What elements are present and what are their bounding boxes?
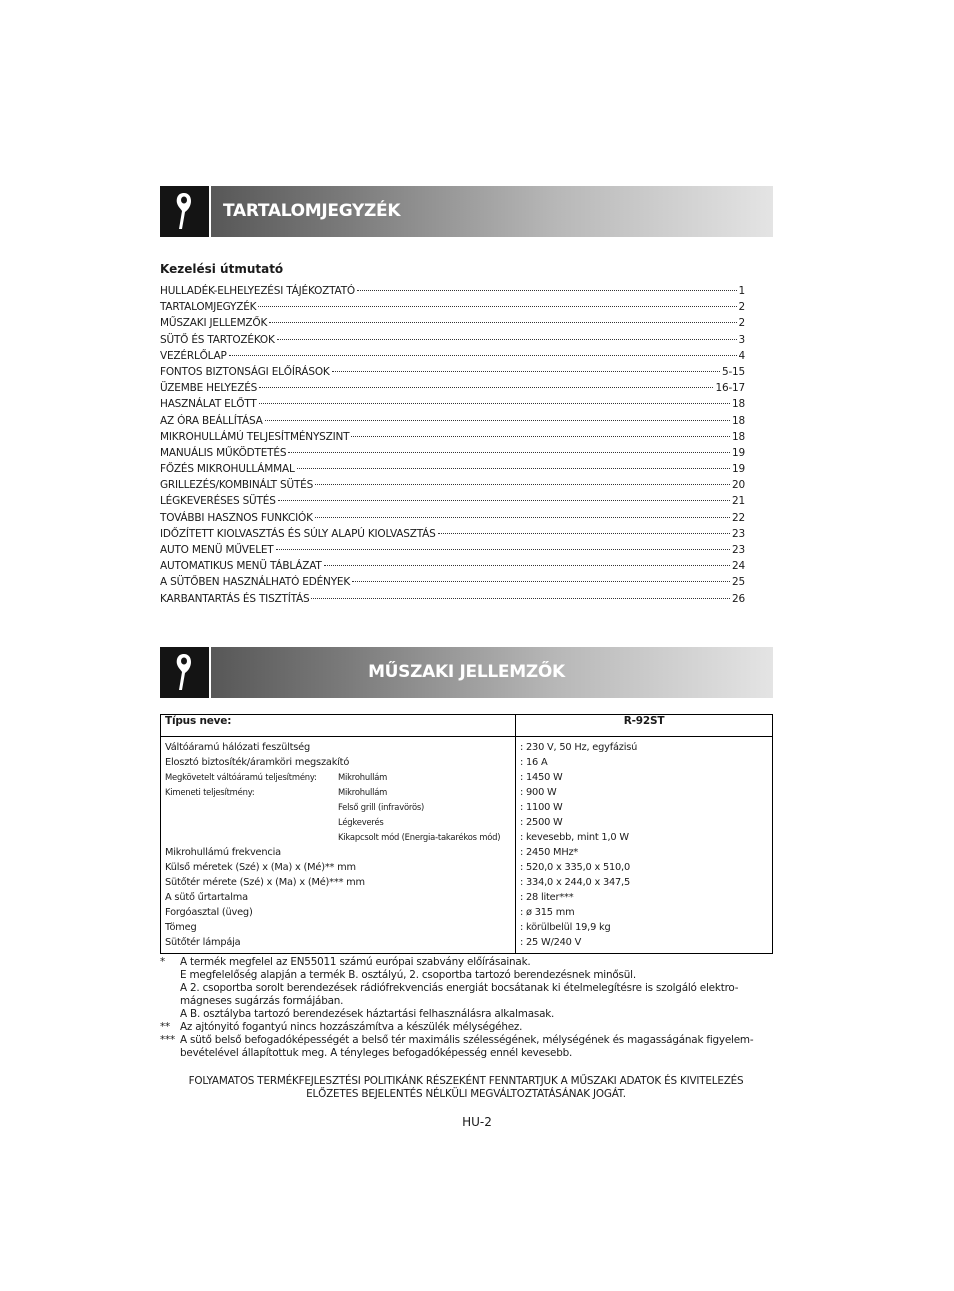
toc-leader [315,484,730,485]
specs-table [160,714,773,954]
spec-sublabel: Kikapcsolt mód (Energia-takarékos mód) [338,832,501,842]
footnote-line: A termék megfelel az EN55011 számú európai szabvány előírásainak. [180,956,531,968]
spec-row-label [165,935,515,950]
toc-entry-label: AUTOMATIKUS MENÜ TÁBLÁZAT [160,560,322,573]
toc-entry [160,382,745,398]
spec-value: : 16 A [520,757,548,768]
spec-value: : 520,0 x 335,0 x 510,0 [520,862,631,873]
footnote-mark: ** [160,1021,170,1033]
spec-label: A sütő űrtartalma [165,892,248,903]
spec-label: Tömeg [165,922,197,933]
toc-entry-page: 24 [732,560,745,573]
toc-entry [160,366,745,382]
spec-values [516,737,773,954]
toc-entry-page: 23 [732,544,745,556]
toc-entry-page: 19 [732,463,745,476]
toc-entry [160,301,745,317]
toc-leader [357,290,737,291]
spec-row-label [165,920,515,935]
toc-entry-page: 2 [738,301,745,314]
spec-value: : 28 liter*** [520,892,574,903]
spec-label: Váltóáramú hálózati feszültség [165,742,311,753]
toc-leader [288,452,730,453]
toc-entry [160,479,745,495]
spec-row-label [165,890,515,905]
toc-entry-label: FŐZÉS MIKROHULLÁMMAL [160,463,295,476]
toc-entry [160,512,745,528]
footnote-line: A B. osztályba tartozó berendezések háztartási felhasználásra alkalmasak. [180,1008,555,1020]
spec-value: : 334,0 x 244,0 x 347,5 [520,877,631,888]
spec-value: : ø 315 mm [520,907,575,918]
spec-label: Elosztó biztosíték/áramköri megszakító [165,757,350,768]
toc-entry [160,528,745,544]
toc-leader [315,517,730,518]
toc-entry-label: HULLADÉK-ELHELYEZÉSI TÁJÉKOZTATÓ [160,285,355,297]
toc-entry [160,285,745,301]
toc-leader [276,549,731,550]
toc-entry-page: 18 [732,398,745,411]
footnote-line: A sütő belső befogadóképességét a belső tér maximális szélességének, mélységének és magasságának figyelem- [180,1034,754,1046]
spec-label: Külső méretek (Szé) x (Ma) x (Mé)** mm [165,862,356,873]
spec-row-label [165,875,515,890]
spec-labels [161,737,516,954]
toc-leader [278,500,730,501]
toc-entry-page: 26 [732,592,745,605]
toc-entry-page: 5-15 [721,365,745,378]
toc-entry-label: HASZNÁLAT ELŐTT [160,398,257,411]
toc-leader [259,403,730,404]
toc-entry-label: MANUÁLIS MŰKÖDTETÉS [160,446,287,459]
toc-banner [160,186,773,237]
toc-entry-label: MŰSZAKI JELLEMZŐK [160,317,268,330]
notice-line: FOLYAMATOS TERMÉKFEJLESZTÉSI POLITIKÁNK RÉSZEKÉNT FENNTARTJUK A MŰSZAKI ADATOK ÉS KIVITELEZÉS [188,1075,744,1087]
toc-entry [160,415,745,431]
toc-leader [311,598,730,599]
toc-leader [438,533,730,534]
footnote [160,1034,772,1060]
spec-value: : 230 V, 50 Hz, egyfázisú [520,742,638,753]
footnote-line: Az ajtónyitó fogantyú nincs hozzászámítva a készülék mélységéhez. [180,1021,523,1033]
toc-leader [324,565,730,566]
spec-row-label [165,830,515,845]
toc-entry [160,463,745,479]
section-title: TARTALOMJEGYZÉK [223,201,401,221]
footnotes [160,956,772,1060]
spec-value: : 2500 W [520,817,563,828]
toc-leader [229,355,737,356]
specs-banner [160,647,773,698]
footnote-text [180,1034,772,1060]
pen-nib-icon [160,186,211,237]
toc-entry-page: 25 [732,576,745,589]
toc-entry [160,317,745,333]
spec-label: Forgóasztal (üveg) [165,907,253,918]
toc-leader [265,420,730,421]
spec-value: : 25 W/240 V [520,937,582,948]
footnote-text [180,956,772,1021]
footnote-text [180,1021,772,1034]
footnote-mark: *** [160,1034,175,1046]
footnote-mark: * [160,956,165,968]
spec-value: : 900 W [520,787,557,798]
footnote [160,1021,772,1034]
toc-entry-label: KARBANTARTÁS ÉS TISZTÍTÁS [160,592,310,605]
toc-entry-label: FONTOS BIZTONSÁGI ELŐÍRÁSOK [160,365,330,378]
toc-entry-label: SÜTŐ ÉS TARTOZÉKOK [160,333,275,346]
spec-row-label [165,860,515,875]
toc-leader [332,371,720,372]
spec-label: Sütőtér mérete (Szé) x (Ma) x (Mé)*** mm [165,877,365,888]
toc-entry [160,431,745,447]
section-title: MŰSZAKI JELLEMZŐK [368,662,565,682]
spec-value: : 2450 MHz* [520,847,579,858]
toc-entry-label: AUTO MENÜ MŰVELET [160,544,274,556]
toc-entry-page: 2 [738,317,745,330]
toc-leader [259,387,713,388]
table-of-contents [160,285,745,609]
spec-value: : 1450 W [520,772,563,783]
toc-entry-page: 23 [732,527,745,540]
toc-entry-label: A SÜTŐBEN HASZNÁLHATÓ EDÉNYEK [160,576,351,589]
toc-entry-label: GRILLEZÉS/KOMBINÁLT SÜTÉS [160,479,314,492]
spec-row-label [165,845,515,860]
toc-entry-label: IDŐZÍTETT KIOLVASZTÁS ÉS SÚLY ALAPÚ KIOLVASZTÁS [160,527,436,540]
toc-entry-label: MIKROHULLÁMÚ TELJESÍTMÉNYSZINT [160,430,350,443]
spec-sublabel: Légkeverés [338,817,384,827]
spec-row-label [165,800,515,815]
toc-entry-label: LÉGKEVERÉSES SÜTÉS [160,495,276,508]
toc-entry-label: ÜZEMBE HELYEZÉS [160,382,258,395]
spec-value: : kevesebb, mint 1,0 W [520,832,629,843]
toc-entry [160,447,745,463]
toc-entry-page: 22 [732,511,745,524]
spec-sublabel: Felső grill (infravörös) [338,802,425,812]
toc-entry-page: 19 [732,446,745,459]
spec-header-label: Típus neve: [161,715,516,737]
toc-leader [277,339,737,340]
footnote-line: mágneses sugárzás formájában. [180,995,344,1007]
toc-entry-page: 21 [732,495,745,508]
toc-entry-label: VEZÉRLŐLAP [160,349,227,362]
toc-leader [351,436,730,437]
toc-entry-label: TARTALOMJEGYZÉK [160,301,257,314]
toc-entry [160,398,745,414]
footnote-line: A 2. csoportba sorolt berendezések rádiófrekvenciás energiát bocsátanak ki ételmelegítésre is szolgáló elektro- [180,982,739,994]
page-number: HU-2 [462,1115,492,1129]
toc-entry-page: 20 [732,479,745,492]
toc-entry-page: 3 [738,333,745,346]
spec-value: : körülbelül 19,9 kg [520,922,611,933]
spec-label: Megkövetelt váltóáramú teljesítmény: [165,772,317,782]
footnote [160,956,772,1021]
notice-line: ELŐZETES BEJELENTÉS NÉLKÜLI MEGVÁLTOZTATÁSÁNAK JOGÁT. [306,1088,626,1100]
toc-entry [160,576,745,592]
footnote-line: E megfelelőség alapján a termék B. osztályú, 2. csoportba tartozó berendezésnek minősül. [180,969,636,981]
spec-label: Sütőtér lámpája [165,937,241,948]
toc-entry [160,334,745,350]
spec-row-label [165,785,515,800]
toc-subtitle: Kezelési útmutató [160,262,284,276]
toc-leader [258,306,736,307]
toc-entry [160,544,745,560]
toc-entry-page: 1 [738,285,745,297]
toc-entry [160,593,745,609]
toc-entry [160,495,745,511]
spec-row-label [165,770,515,785]
toc-entry-label: TOVÁBBI HASZNOS FUNKCIÓK [160,511,313,524]
notice [160,1075,772,1101]
toc-entry-label: AZ ÓRA BEÁLLÍTÁSA [160,414,263,427]
toc-entry-page: 4 [738,349,745,362]
spec-header-value: R-92ST [516,715,773,737]
spec-sublabel: Mikrohullám [338,787,388,797]
spec-row-label [165,755,515,770]
toc-entry-page: 18 [732,414,745,427]
spec-row-label [165,905,515,920]
spec-row-label [165,815,515,830]
toc-leader [297,468,730,469]
spec-value: : 1100 W [520,802,563,813]
toc-entry [160,350,745,366]
spec-label: Mikrohullámú frekvencia [165,847,281,858]
toc-leader [352,581,730,582]
spec-label: Kimeneti teljesítmény: [165,787,255,797]
toc-leader [269,322,736,323]
toc-entry-page: 16-17 [715,382,745,395]
footnote-line: bevételével állapítottuk meg. A tényleges befogadóképesség ennél kevesebb. [180,1047,573,1059]
toc-entry-page: 18 [732,430,745,443]
spec-sublabel: Mikrohullám [338,772,388,782]
toc-entry [160,560,745,576]
spec-row-label [165,740,515,755]
